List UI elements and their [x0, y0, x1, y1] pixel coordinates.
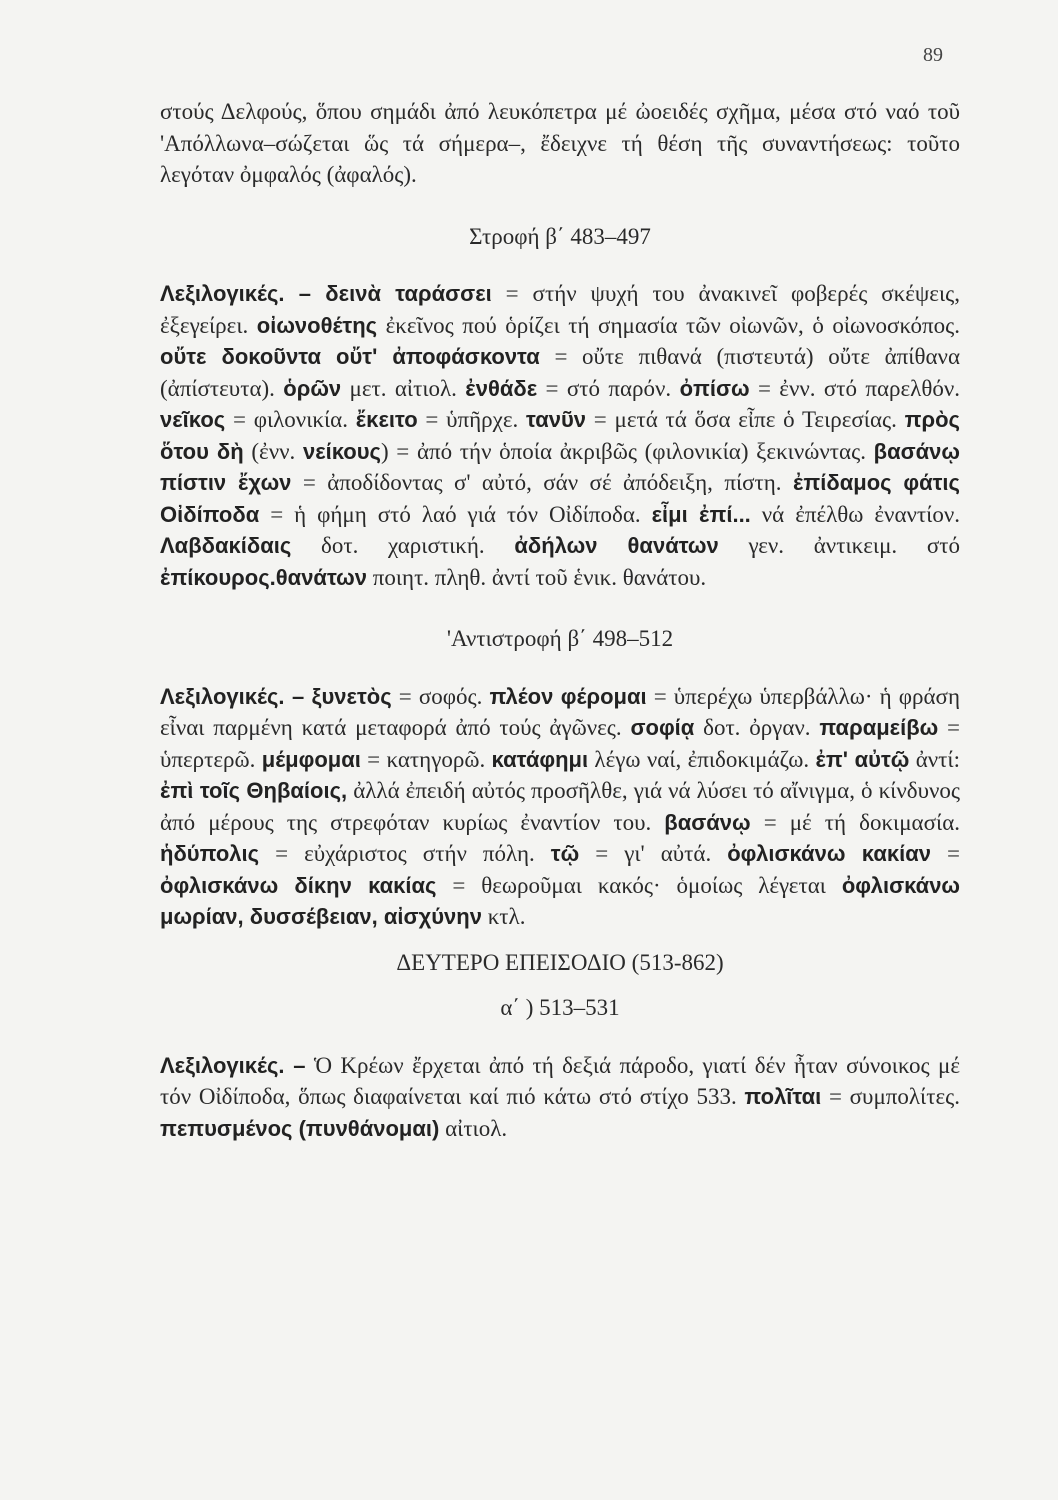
gloss-text: = ὑπερτερῶ.	[160, 715, 960, 772]
gloss-text: = θεωροῦμαι κακός· ὁμοίως λέγεται	[436, 872, 842, 898]
gloss-text: = γι' αὐτά.	[579, 841, 728, 866]
gloss-text: ἀντί:	[909, 746, 960, 772]
headword: ἐπίδαμος φάτις Οἰδίποδα	[160, 470, 960, 527]
gloss-text: νά ἐπέλθω ἐναντίον.	[750, 501, 960, 527]
episode-glossary-paragraph	[160, 1050, 960, 1145]
episode-heading: ΔΕΥΤΕΡΟ ΕΠΕΙΣΟΔΙΟ (513-862)	[396, 949, 724, 975]
gloss-text: κτλ.	[481, 904, 526, 929]
headword: εἶμι ἐπί...	[651, 501, 751, 527]
gloss-text: μετ. αἰτιολ.	[341, 375, 466, 401]
antistrophe-glossary-paragraph	[160, 681, 960, 933]
headword: ὀφλισκάνω δίκην κακίας	[160, 872, 437, 898]
headword: οὔτε δοκοῦντα οὔτ' ἀποφάσκοντα	[160, 344, 540, 369]
gloss-text: (ἐνν.	[243, 438, 303, 464]
gloss-text: δοτ. χαριστική.	[291, 533, 515, 558]
gloss-text: =	[931, 841, 960, 866]
strophe-glossary-paragraph	[160, 278, 960, 593]
headword: Λαβδακίδαις	[160, 533, 292, 558]
headword: ἐπίκουρος.	[160, 564, 276, 590]
headword: νείκους	[302, 438, 381, 464]
headword: θανάτων	[275, 564, 367, 590]
headword: ἐπ' αὐτῷ	[815, 746, 910, 772]
headword: τανῦν	[526, 407, 587, 432]
gloss-text: = μετά τά ὅσα εἶπε ὁ Τειρεσίας.	[586, 407, 905, 432]
headword: πολῖται	[744, 1084, 822, 1109]
headword: οἰωνοθέτης	[256, 312, 378, 338]
intro-paragraph: στούς Δελφούς, ὅπου σημάδι ἀπό λευκόπετρα μέ ὠοειδές σχῆμα, μέσα στό ναό τοῦ 'Απόλλωνα–σώζεται ὥς τά σήμερα–, ἔδειχνε τή θέση τῆς συναντήσεως: τοῦτο λεγόταν ὀμφαλός (ἀφαλός).	[160, 99, 960, 187]
headword: ἐνθάδε	[465, 375, 538, 401]
gloss-text: = ἡ φήμη στό λαό γιά τόν Οἰδίποδα.	[259, 501, 652, 527]
headword: μέμφομαι	[261, 746, 361, 772]
headword: ὁρῶν	[283, 375, 342, 401]
headword: ὀφλισκάνω μωρίαν, δυσσέβειαν, αἰσχύνην	[160, 872, 961, 929]
gloss-text: = στήν ψυχή του ἀνακινεῖ φοβερές σκέψεις, ἐξεγείρει.	[160, 281, 960, 338]
page-content	[160, 96, 960, 1144]
headword: Λεξιλογικές. – δεινὰ ταράσσει	[160, 281, 492, 306]
gloss-text: ποιητ. πληθ. ἀντί τοῦ ἑνικ. θανάτου.	[366, 564, 707, 590]
headword: ὀπίσω	[679, 375, 750, 401]
gloss-text: = οὔτε πιθανά (πιστευτά) οὔτε ἀπίθανα (ἀπίστευτα).	[160, 344, 960, 401]
gloss-text: = σοφός.	[391, 683, 490, 709]
headword: ἀδήλων θανάτων	[514, 533, 719, 558]
gloss-text: ἐκεῖνος πού ὁρίζει τή σημασία τῶν οἰωνῶν, ὁ οἰωνοσκόπος.	[377, 312, 961, 338]
headword: Λεξιλογικές. –	[160, 1052, 306, 1078]
headword: Λεξιλογικές. – ξυνετὸς	[160, 683, 392, 709]
headword: νεῖκος	[160, 407, 226, 432]
headword: τῷ	[550, 841, 580, 866]
gloss-text: = μέ τή δοκιμασία.	[750, 809, 960, 835]
headword: ἡδύπολις	[160, 841, 260, 866]
gloss-text: = στό παρόν.	[537, 375, 680, 401]
gloss-text: = ὑπῆρχε.	[417, 407, 526, 432]
headword: βασάνῳ πίστιν ἔχων	[160, 438, 960, 495]
subsection-heading: α΄ ) 513–531	[500, 995, 620, 1020]
headword: κατάφημι	[491, 746, 589, 772]
headword: παραμείβω	[819, 715, 939, 740]
gloss-text: = φιλονικία.	[225, 407, 356, 432]
page-number: 89	[923, 44, 943, 66]
headword: σοφίᾳ	[630, 715, 695, 740]
gloss-text: = ἀποδίδοντας σ' αὐτό, σάν σέ ἀπόδειξη, πίστη.	[291, 470, 793, 495]
gloss-text: = εὐχάριστος στήν πόλη.	[259, 841, 551, 866]
headword: πεπυσμένος (πυνθάνομαι)	[160, 1115, 440, 1141]
headword: ὀφλισκάνω κακίαν	[727, 841, 931, 866]
gloss-text: = ἐνν. στό παρελθόν.	[749, 375, 960, 401]
headword: ἐπὶ τοῖς Θηβαίοις,	[160, 778, 348, 803]
gloss-text: γεν. ἀντικειμ. στό	[718, 533, 960, 558]
gloss-text: Ὁ Κρέων ἔρχεται ἀπό τή δεξιά πάροδο, γιατί δέν ἦταν σύνοικος μέ τόν Οἰδίποδα, ὅπως διαφαίνεται καί πιό κάτω στό στίχο 533.	[160, 1052, 960, 1109]
gloss-text: δοτ. ὀργαν.	[694, 715, 820, 740]
gloss-text: αἰτιολ.	[439, 1115, 508, 1141]
gloss-text: = συμπολίτες.	[821, 1084, 960, 1109]
gloss-text: ) = ἀπό τήν ὁποία ἀκριβῶς (φιλονικία) ξεκινώντας.	[380, 438, 874, 464]
section-heading-antistrophe: 'Αντιστροφή β΄ 498–512	[446, 626, 674, 651]
gloss-text: λέγω ναί, ἐπιδοκιμάζω.	[588, 746, 816, 772]
headword: πλέον φέρομαι	[489, 683, 647, 709]
headword: ἔκειτο	[355, 407, 418, 432]
headword: πρὸς ὅτου δὴ	[160, 407, 960, 464]
headword: βασάνῳ	[664, 809, 751, 835]
section-heading-strophe: Στροφή β΄ 483–497	[469, 223, 651, 249]
gloss-text: ἀλλά ἐπειδή αὐτός προσῆλθε, γιά νά λύσει τό αἴνιγμα, ὁ κίνδυνος ἀπό μέρους της στρεφόταν κυρίως ἐναντίον του.	[160, 778, 960, 835]
gloss-text: = κατηγορῶ.	[360, 746, 492, 772]
gloss-text: = ὑπερέχω ὑπερβάλλω· ἡ φράση εἶναι παρμένη κατά μεταφορά ἀπό τούς ἀγῶνες.	[160, 683, 960, 740]
